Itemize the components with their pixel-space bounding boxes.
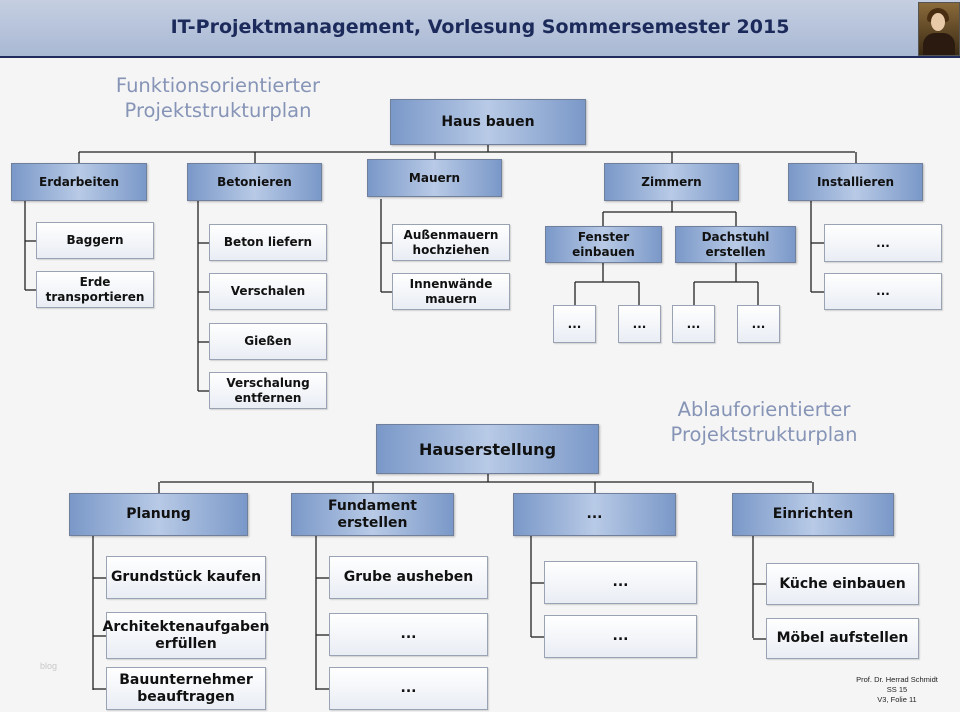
wbs-fundament-child: ...: [329, 613, 488, 656]
wbs-erdarbeiten-child: Erde transportieren: [36, 271, 154, 308]
wbs-phase-planung: Planung: [69, 493, 248, 536]
wbs-dots-placeholder: ...: [544, 615, 697, 658]
wbs-root-haus-bauen: Haus bauen: [390, 99, 586, 145]
top-label-line1: Funktionsorientierter: [115, 74, 321, 97]
wbs-betonieren-child: Gießen: [209, 323, 327, 360]
wbs-fundament-child: ...: [329, 667, 488, 710]
slide-title: IT-Projektmanagement, Vorlesung Sommersemester 2015: [170, 16, 790, 38]
wbs-l1-installieren: Installieren: [788, 163, 923, 201]
wbs-betonieren-child: Verschalung entfernen: [209, 372, 327, 409]
top-label-line2: Projektstrukturplan: [124, 99, 312, 122]
wbs-mauern-child: Innenwände mauern: [392, 273, 510, 310]
wbs-einrichten-child: Küche einbauen: [766, 563, 919, 605]
wbs-mauern-child: Außenmauern hochziehen: [392, 224, 510, 261]
wbs-dots-placeholder: ...: [544, 561, 697, 604]
footer-semester: SS 15: [886, 685, 908, 694]
wbs-installieren-placeholder: ...: [824, 224, 942, 262]
wbs-planung-child: Architektenaufgaben erfüllen: [106, 612, 266, 659]
wbs-zimmern-sub-placeholder: ...: [672, 305, 715, 343]
wbs-einrichten-child: Möbel aufstellen: [766, 618, 919, 659]
top-section-label: [100, 73, 336, 123]
wbs-zimmern-dachstuhl: Dachstuhl erstellen: [675, 226, 796, 263]
watermark: blog: [40, 661, 58, 671]
wbs-zimmern-fenster: Fenster einbauen: [545, 226, 662, 263]
wbs-zimmern-sub-placeholder: ...: [553, 305, 596, 343]
wbs-zimmern-sub-placeholder: ...: [618, 305, 661, 343]
wbs-installieren-placeholder: ...: [824, 273, 942, 310]
bottom-label-line2: Projektstrukturplan: [670, 423, 858, 446]
footer-author: Prof. Dr. Herrad Schmidt: [856, 675, 938, 684]
wbs-fundament-child: Grube ausheben: [329, 556, 488, 599]
wbs-planung-child: Bauunternehmer beauftragen: [106, 667, 266, 710]
bottom-section-label: [652, 397, 876, 447]
footer: [842, 675, 952, 705]
wbs-l1-betonieren: Betonieren: [187, 163, 322, 201]
wbs-phase-einrichten: Einrichten: [732, 493, 894, 536]
wbs-l1-erdarbeiten: Erdarbeiten: [11, 163, 147, 201]
wbs-zimmern-sub-placeholder: ...: [737, 305, 780, 343]
wbs-planung-child: Grundstück kaufen: [106, 556, 266, 599]
wbs-erdarbeiten-child: Baggern: [36, 222, 154, 259]
wbs-l1-mauern: Mauern: [367, 159, 502, 197]
footer-slide: V3, Folie 11: [877, 695, 917, 704]
wbs-phase-fundament-erstellen: Fundament erstellen: [291, 493, 454, 536]
wbs-phase-placeholder: ...: [513, 493, 676, 536]
wbs-betonieren-child: Beton liefern: [209, 224, 327, 261]
wbs-betonieren-child: Verschalen: [209, 273, 327, 310]
wbs-root-hauserstellung: Hauserstellung: [376, 424, 599, 474]
bottom-label-line1: Ablauforientierter: [677, 398, 851, 421]
wbs-l1-zimmern: Zimmern: [604, 163, 739, 201]
